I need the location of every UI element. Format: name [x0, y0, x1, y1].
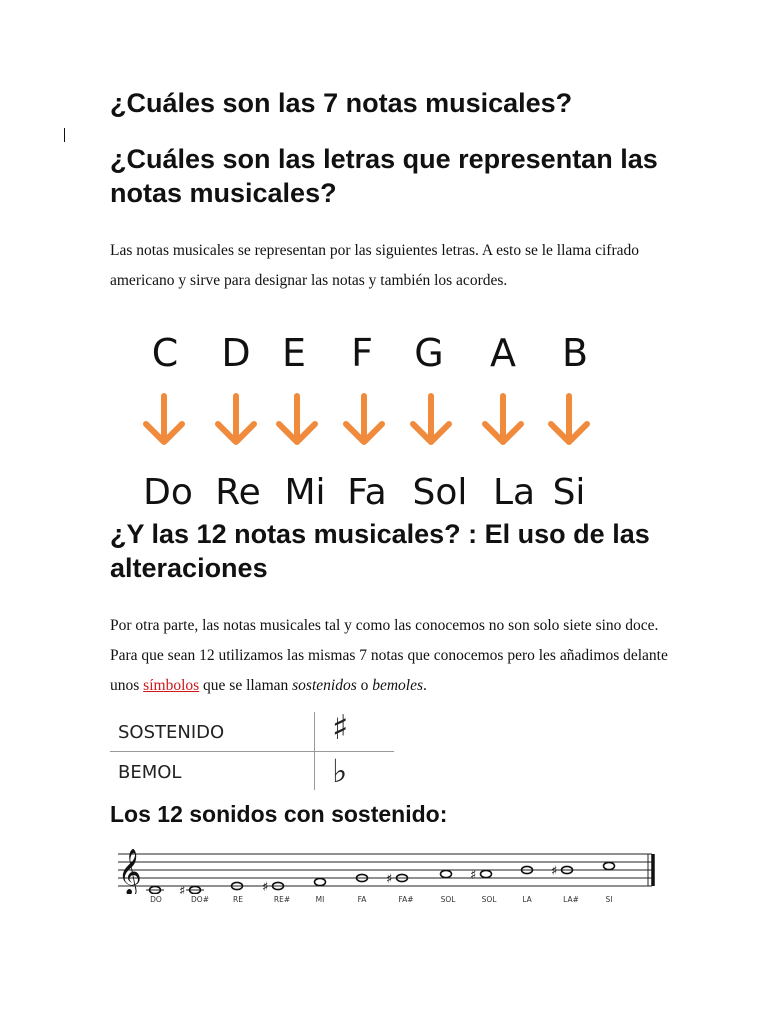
whole-note	[481, 870, 492, 877]
bemoles-term: bemoles	[372, 677, 424, 694]
staff-note-label: SOL	[440, 895, 456, 904]
whole-note	[604, 862, 615, 869]
paragraph-text: o	[356, 677, 373, 694]
note-name: Do	[143, 472, 193, 513]
heading-letras-notas: ¿Cuáles son las letras que representan las notas musicales?	[110, 144, 658, 208]
whole-note	[441, 870, 452, 877]
down-arrow-icon	[545, 392, 593, 446]
alteraciones-table	[110, 708, 394, 790]
staff-note-label: FA#	[398, 895, 414, 904]
staff-note-label: FA	[357, 895, 367, 904]
staff-note-label: DO	[150, 895, 162, 904]
note-letter: F	[351, 331, 373, 375]
sharp-icon: ♯	[386, 872, 393, 887]
down-arrow-icon	[340, 392, 388, 446]
sostenido-label: SOSTENIDO	[118, 722, 225, 743]
sharp-icon: ♯	[551, 864, 558, 879]
staff-note-label: LA#	[563, 895, 579, 904]
staff-note-label: SOL	[481, 895, 497, 904]
staff-note-label: LA	[522, 895, 532, 904]
heading-doce-notas: ¿Y las 12 notas musicales? : El uso de las alteraciones	[110, 519, 650, 583]
staff-note-label: RE	[233, 895, 243, 904]
staff-note-label: SI	[605, 895, 613, 904]
whole-note	[315, 878, 326, 885]
staff-lines	[116, 848, 658, 894]
bemol-label: BEMOL	[118, 762, 182, 783]
paragraph-cifrado-americano: Las notas musicales se representan por las siguientes letras. A esto se le llama cifrado americano y sirve para designar las notas y también los acordes.	[110, 242, 639, 289]
note-letter: D	[221, 331, 251, 375]
note-name: Fa	[347, 472, 387, 513]
table-divider	[314, 712, 315, 790]
note-letter: E	[281, 331, 307, 375]
text-cursor	[64, 128, 65, 142]
down-arrow-icon	[479, 392, 527, 446]
note-letter: A	[490, 331, 516, 375]
down-arrow-icon	[140, 392, 188, 446]
table-divider	[110, 751, 394, 752]
paragraph-text: Por otra parte, las notas musicales tal y como las conocemos no son solo siete sino doce. Para que sean 12 utilizamos las mismas 7 notas que conocemos pero les añadimos delante unos	[110, 617, 668, 694]
note-letter: G	[414, 331, 444, 375]
sharp-icon: ♯	[470, 868, 477, 883]
staff-note-label: DO#	[191, 895, 209, 904]
notes-letters-graphic	[120, 330, 610, 520]
note-name: Sol	[412, 472, 468, 513]
treble-clef-icon: 𝄞	[118, 849, 142, 894]
heading-siete-notas: ¿Cuáles son las 7 notas musicales?	[110, 88, 573, 118]
paragraph-text: que se llaman	[199, 677, 293, 694]
note-letter: C	[151, 331, 179, 375]
note-name: Mi	[284, 472, 326, 513]
flat-symbol: ♭	[332, 752, 348, 790]
note-name: Si	[552, 472, 586, 513]
down-arrow-icon	[273, 392, 321, 446]
down-arrow-icon	[212, 392, 260, 446]
note-letter: B	[561, 331, 589, 375]
note-name: La	[492, 472, 536, 513]
sostenidos-term: sostenidos	[292, 677, 357, 694]
sharp-symbol: ♯	[332, 708, 349, 748]
music-staff-scale	[116, 848, 658, 910]
note-name: Re	[215, 472, 261, 513]
simbolos-link[interactable]: símbolos	[143, 677, 200, 694]
sharp-icon: ♯	[262, 880, 269, 894]
staff-note-label: MI	[315, 895, 325, 904]
heading-doce-sonidos: Los 12 sonidos con sostenido:	[110, 801, 448, 827]
sharp-icon: ♯	[179, 884, 186, 894]
paragraph-text: .	[423, 677, 427, 694]
down-arrow-icon	[407, 392, 455, 446]
staff-note-label: RE#	[273, 895, 291, 904]
paragraph-alteraciones	[110, 611, 670, 701]
